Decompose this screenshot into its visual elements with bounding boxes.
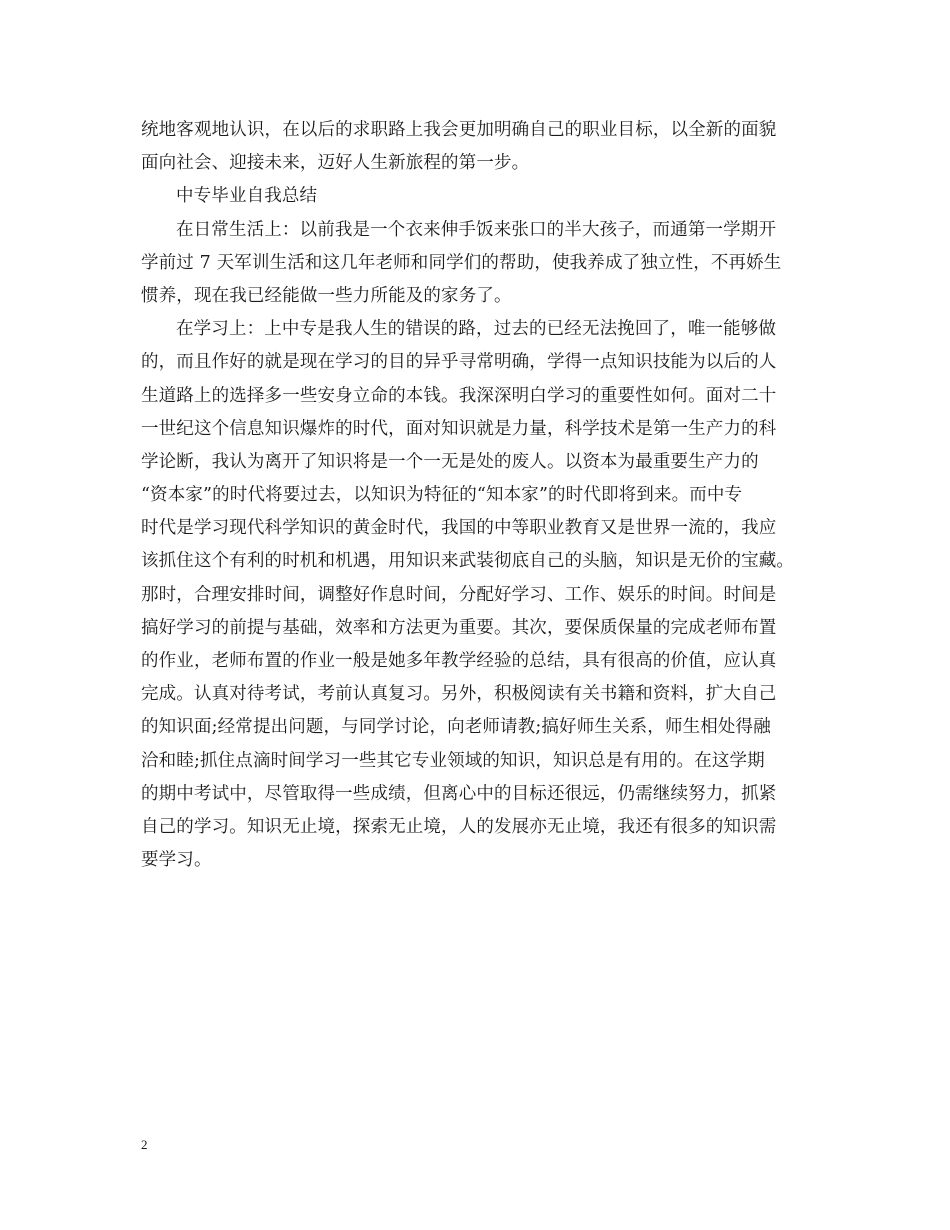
- text-line: 时代是学习现代科学知识的黄金时代，我国的中等职业教育又是世界一流的，我应: [141, 518, 777, 539]
- text-line: “资本家”的时代将要过去，以知识为特征的“知本家”的时代即将到来。而中专: [141, 485, 743, 506]
- text-line: 惯养，现在我已经能做一些力所能及的家务了。: [141, 285, 512, 306]
- text-line: 搞好学习的前提与基础，效率和方法更为重要。其次，要保质保量的完成老师布置: [141, 617, 777, 638]
- text-line: 的作业，老师布置的作业一般是她多年教学经验的总结，具有很高的价值，应认真: [141, 651, 777, 671]
- text-line: 在日常生活上：以前我是一个衣来伸手饭来张口的半大孩子，而通第一学期开: [176, 219, 777, 240]
- text-line: 面向社会、迎接未来，迈好人生新旅程的第一步。: [141, 153, 530, 174]
- text-line: 要学习。: [141, 850, 212, 871]
- text-line: 生道路上的选择多一些安身立命的本钱。我深深明白学习的重要性如何。面对二十: [141, 385, 777, 406]
- text-line: 学前过 7 天军训生活和这几年老师和同学们的帮助，使我养成了独立性，不再娇生: [141, 252, 782, 273]
- text-line: 该抓住这个有利的时机和机遇，用知识来武装彻底自己的头脑，知识是无价的宝藏。: [141, 551, 795, 572]
- text-line: 的期中考试中，尽管取得一些成绩，但离心中的目标还很远，仍需继续努力，抓紧: [141, 783, 777, 804]
- text-line: 那时，合理安排时间，调整好作息时间，分配好学习、工作、娱乐的时间。时间是: [141, 584, 777, 605]
- text-line: 完成。认真对待考试，考前认真复习。另外，积极阅读有关书籍和资料，扩大自己: [141, 684, 777, 705]
- text-line: 的知识面;经常提出问题，与同学讨论，向老师请教;搞好师生关系，师生相处得融: [141, 717, 771, 738]
- body-text: [141, 114, 831, 877]
- text-line: 统地客观地认识，在以后的求职路上我会更加明确自己的职业目标，以全新的面貌: [141, 120, 777, 140]
- text-line: 在学习上：上中专是我人生的错误的路，过去的已经无法挽回了，唯一能够做: [176, 319, 777, 340]
- text-line: 洽和睦;抓住点滴时间学习一些其它专业领域的知识，知识总是有用的。在这学期: [141, 750, 765, 771]
- text-line: 的，而且作好的就是现在学习的目的异乎寻常明确，学得一点知识技能为以后的人: [141, 352, 777, 373]
- page-number: 2: [141, 1137, 148, 1152]
- text-line: 学论断，我认为离开了知识将是一个一无是处的废人。以资本为最重要生产力的: [141, 451, 759, 472]
- text-line: 自己的学习。知识无止境，探索无止境，人的发展亦无止境，我还有很多的知识需: [141, 816, 777, 837]
- text-line: 一世纪这个信息知识爆炸的时代，面对知识就是力量，科学技术是第一生产力的科: [141, 418, 777, 439]
- section-heading: 中专毕业自我总结: [176, 186, 318, 207]
